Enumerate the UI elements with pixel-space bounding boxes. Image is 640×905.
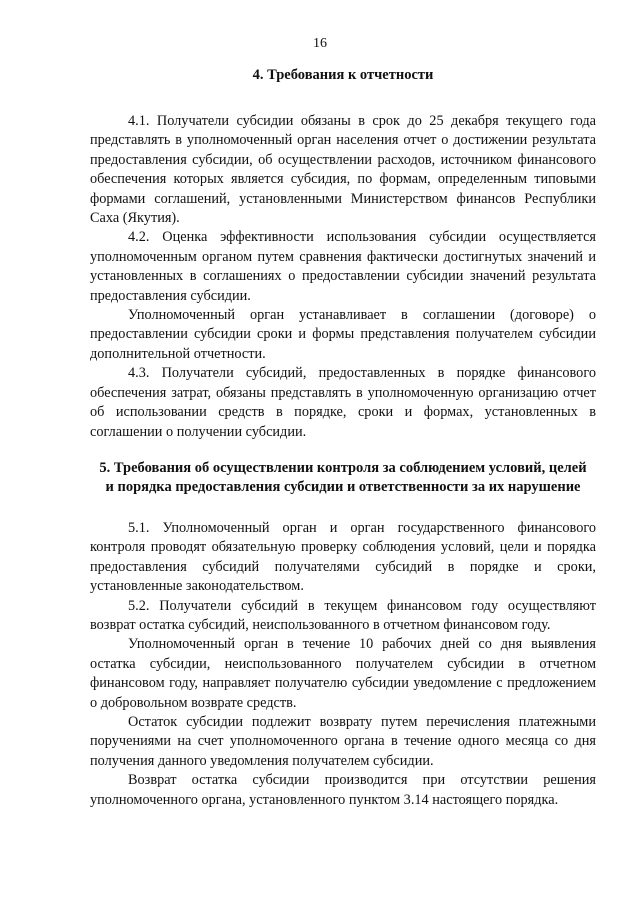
document-body <box>90 66 596 810</box>
paragraph-4-1: 4.1. Получатели субсидии обязаны в срок до 25 декабря текущего года представлять в уполномоченный орган населения отчет о достижении результата предоставления субсидии, об осуществлении расходов, источником финансового обеспечения которых является субсидия, по формам, определенным типовыми формами соглашений, установленными Министерством финансов Республики Саха (Якутия). <box>90 113 596 227</box>
paragraph-5-2-decision: Возврат остатка субсидии производится при отсутствии решения уполномоченного органа, установленного пунктом 3.14 настоящего порядка. <box>90 772 596 808</box>
paragraph-4-2: 4.2. Оценка эффективности использования субсидии осуществляется уполномоченным органом путем сравнения фактически достигнутых значений и установленных в соглашениях о предоставлении субсидии значений результата предоставления субсидии. <box>90 229 596 304</box>
page-number: 16 <box>313 36 327 51</box>
paragraph-5-2: 5.2. Получатели субсидий в текущем финансовом году осуществляют возврат остатка субсидий, неиспользованного в отчетном финансовом году. <box>90 597 596 633</box>
paragraph-5-2-notice: Уполномоченный орган в течение 10 рабочих дней со дня выявления остатка субсидии, неиспользованного получателем субсидии в отчетном финансовом году, направляет получателю субсидии уведомление с предложением о добровольном возврате средств. <box>90 636 596 711</box>
section-4-title: 4. Требования к отчетности <box>252 67 434 83</box>
section-5-title: 5. Требования об осуществлении контроля за соблюдением условий, целей и порядка предоставления субсидии и ответственности за их нарушение <box>99 459 587 495</box>
paragraph-5-2-return: Остаток субсидии подлежит возврату путем перечисления платежными поручениями на счет уполномоченного органа в течение одного месяца со дня получения данного уведомления получателем субсидии. <box>90 713 596 769</box>
paragraph-4-2-additional: Уполномоченный орган устанавливает в соглашении (договоре) о предоставлении субсидии сроки и формы представления получателем субсидии дополнительной отчетности. <box>90 307 596 362</box>
paragraph-5-1: 5.1. Уполномоченный орган и орган государственного финансового контроля проводят обязательную проверку соблюдения условий, цели и порядка предоставления субсидий получателями субсидий в порядке и сроки, установленные законодательством. <box>90 519 596 595</box>
paragraph-4-3: 4.3. Получатели субсидий, предоставленных в порядке финансового обеспечения затрат, обязаны представлять в уполномоченную организацию отчет об использовании средств в порядке, сроки и формах, установленных в соглашении о получении субсидии. <box>90 365 596 440</box>
